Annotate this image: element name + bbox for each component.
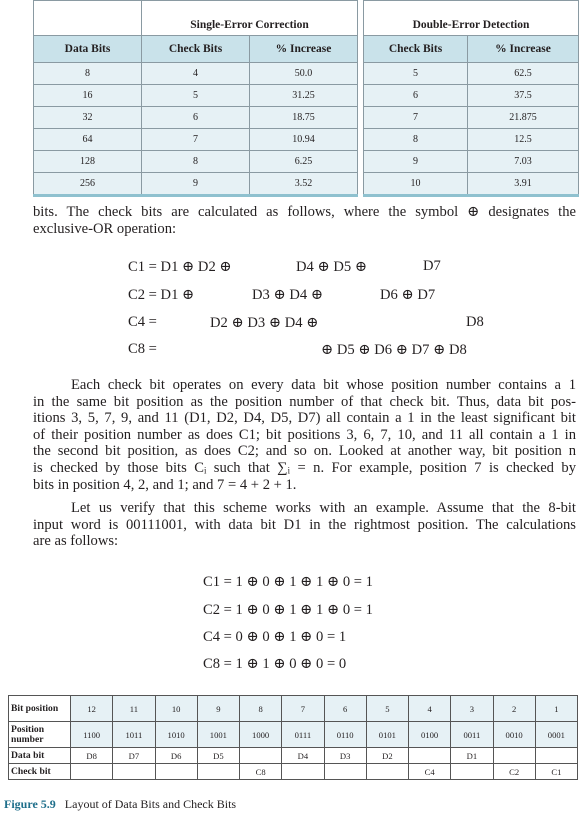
table-row [34, 85, 579, 107]
text-line: itions 3, 5, 7, 9, and 11 (D1, D2, D4, D5, D7) all contain a 1 in the least significant bit [33, 410, 576, 427]
position-number-cell: 0010 [493, 722, 535, 748]
data-bit-cell [409, 748, 451, 764]
paragraph-explanation [33, 377, 576, 493]
table-cell: 128 [34, 151, 142, 173]
data-bit-cell [493, 748, 535, 764]
check-bit-cell: C4 [409, 764, 451, 780]
position-number-cell: 1100 [71, 722, 113, 748]
bit-position-cell: 8 [240, 696, 282, 722]
equation-c8-lhs: C8 = [128, 341, 157, 357]
data-bit-cell: D4 [282, 748, 324, 764]
text-line: bits. The check bits are calculated as follows, where the symbol ⊕ designates the [33, 204, 576, 220]
text-line: input word is 00111001, with data bit D1 in the rightmost position. The calculations [33, 516, 576, 533]
data-bit-cell [535, 748, 577, 764]
check-bit-cell: C1 [535, 764, 577, 780]
table-cell: 3.91 [468, 173, 579, 196]
text-line: of their position number as does C1; bit positions 3, 6, 7, 10, and 11 all contain a 1 in [33, 426, 576, 443]
equation-c8-end: ⊕ D5 ⊕ D6 ⊕ D7 ⊕ D8 [321, 342, 467, 358]
table-cell: 12.5 [468, 129, 579, 151]
group-header-sec: Single-Error Correction [142, 1, 358, 36]
table-cell: 7 [364, 107, 468, 129]
row-label: Data bit [9, 748, 71, 764]
table-cell: 64 [34, 129, 142, 151]
column-header: Data Bits [34, 36, 142, 63]
position-number-cell: 0001 [535, 722, 577, 748]
table-cell: 18.75 [250, 107, 358, 129]
bit-layout-table [8, 695, 578, 780]
equation-c1-mid: D4 ⊕ D5 ⊕ [296, 259, 368, 275]
check-bits-increase-table [33, 0, 579, 197]
equation-c4-mid: D2 ⊕ D3 ⊕ D4 ⊕ [210, 315, 319, 331]
table-row [34, 129, 579, 151]
figure-number: Figure 5.9 [4, 797, 56, 811]
table-cell: 32 [34, 107, 142, 129]
paragraph-example [33, 500, 576, 550]
check-bit-cell [324, 764, 366, 780]
bit-position-cell: 2 [493, 696, 535, 722]
bit-position-cell: 11 [113, 696, 155, 722]
row-label: Position number [9, 722, 71, 748]
table-cell: 7 [142, 129, 250, 151]
check-bit-row [9, 764, 578, 780]
equation-c2-mid: D3 ⊕ D4 ⊕ [252, 287, 324, 303]
equation-c1-end: D7 [423, 258, 441, 274]
paragraph-intro [33, 204, 576, 237]
check-bit-cell [155, 764, 197, 780]
table-cell: 9 [142, 173, 250, 196]
column-header: Check Bits [364, 36, 468, 63]
text-line: bits in position 4, 2, and 1; and 7 = 4 + 2 + 1. [33, 476, 297, 493]
equation-c2-lhs: C2 = D1 ⊕ [128, 287, 195, 303]
table-cell: 10 [364, 173, 468, 196]
table-cell: 10.94 [250, 129, 358, 151]
data-bit-cell: D5 [197, 748, 239, 764]
check-bit-cell [282, 764, 324, 780]
calculation-c1: C1 = 1 ⊕ 0 ⊕ 1 ⊕ 1 ⊕ 0 = 1 [203, 574, 373, 590]
position-number-cell: 0011 [451, 722, 493, 748]
table-cell: 62.5 [468, 63, 579, 85]
table-row [34, 63, 579, 85]
table-cell: 8 [142, 151, 250, 173]
data-bit-cell: D6 [155, 748, 197, 764]
figure-caption [4, 797, 236, 812]
bit-position-row [9, 696, 578, 722]
table-row [34, 151, 579, 173]
data-bit-cell: D7 [113, 748, 155, 764]
check-bit-cell [197, 764, 239, 780]
bit-position-cell: 4 [409, 696, 451, 722]
table-cell: 31.25 [250, 85, 358, 107]
text-line: the second bit position, as does C2; and so on. Looked at another way, bit position n [33, 443, 576, 460]
position-number-cell: 0101 [366, 722, 408, 748]
table-cell: 8 [364, 129, 468, 151]
row-label: Bit position [9, 696, 71, 722]
column-header: % Increase [250, 36, 358, 63]
table-cell: 6 [142, 107, 250, 129]
table-row [34, 107, 579, 129]
position-number-cell: 0111 [282, 722, 324, 748]
table-cell: 5 [364, 63, 468, 85]
calculation-c8: C8 = 1 ⊕ 1 ⊕ 0 ⊕ 0 = 0 [203, 656, 347, 672]
position-number-cell: 1011 [113, 722, 155, 748]
table-cell: 9 [364, 151, 468, 173]
table-cell: 37.5 [468, 85, 579, 107]
position-number-cell: 0110 [324, 722, 366, 748]
table-cell: 50.0 [250, 63, 358, 85]
table-cell: 21.875 [468, 107, 579, 129]
data-bit-cell: D8 [71, 748, 113, 764]
data-bit-cell: D3 [324, 748, 366, 764]
text-line: Let us verify that this scheme works with an example. Assume that the 8-bit [71, 500, 576, 516]
table-cell: 256 [34, 173, 142, 196]
text-line: in the same bit position as the position number of that check bit. Thus, data bit pos- [33, 393, 576, 410]
position-number-cell: 0100 [409, 722, 451, 748]
bit-position-cell: 9 [197, 696, 239, 722]
column-header: Check Bits [142, 36, 250, 63]
text-line: are as follows: [33, 533, 119, 550]
column-header: % Increase [468, 36, 579, 63]
check-bit-cell: C2 [493, 764, 535, 780]
table-cell: 6 [364, 85, 468, 107]
text-line: is checked by those bits Cᵢ such that ∑ᵢ = n. For example, position 7 is checked by [33, 459, 576, 476]
equation-c1-lhs: C1 = D1 ⊕ D2 ⊕ [128, 259, 232, 275]
group-header-secded: Double-Error Detection [364, 1, 579, 36]
table-cell: 7.03 [468, 151, 579, 173]
calculation-c2: C2 = 1 ⊕ 0 ⊕ 1 ⊕ 1 ⊕ 0 = 1 [203, 602, 373, 618]
data-bit-cell [240, 748, 282, 764]
bit-position-cell: 6 [324, 696, 366, 722]
check-bit-cell [366, 764, 408, 780]
bit-position-cell: 7 [282, 696, 324, 722]
check-bit-cell [71, 764, 113, 780]
figure-title: Layout of Data Bits and Check Bits [64, 797, 237, 811]
position-number-cell: 1010 [155, 722, 197, 748]
table-cell: 16 [34, 85, 142, 107]
equation-c4-lhs: C4 = [128, 314, 157, 330]
bit-position-cell: 1 [535, 696, 577, 722]
data-bit-cell: D2 [366, 748, 408, 764]
check-bit-cell: C8 [240, 764, 282, 780]
bit-position-cell: 12 [71, 696, 113, 722]
table-row [34, 173, 579, 196]
table-cell: 5 [142, 85, 250, 107]
bit-position-cell: 3 [451, 696, 493, 722]
equation-c2-end: D6 ⊕ D7 [380, 287, 436, 303]
data-bit-cell: D1 [451, 748, 493, 764]
table-cell: 8 [34, 63, 142, 85]
bit-position-cell: 5 [366, 696, 408, 722]
equation-c4-end: D8 [466, 314, 484, 330]
position-number-cell: 1001 [197, 722, 239, 748]
check-bit-cell [113, 764, 155, 780]
data-bit-row [9, 748, 578, 764]
table-cell: 6.25 [250, 151, 358, 173]
row-label: Check bit [9, 764, 71, 780]
calculation-c4: C4 = 0 ⊕ 0 ⊕ 1 ⊕ 0 = 1 [203, 629, 347, 645]
table-cell: 3.52 [250, 173, 358, 196]
table-corner [34, 1, 142, 36]
table-cell: 4 [142, 63, 250, 85]
position-number-cell: 1000 [240, 722, 282, 748]
text-line: exclusive-OR operation: [33, 220, 177, 237]
check-bit-cell [451, 764, 493, 780]
text-line: Each check bit operates on every data bit whose position number contains a 1 [71, 377, 576, 393]
bit-position-cell: 10 [155, 696, 197, 722]
position-number-row [9, 722, 578, 748]
